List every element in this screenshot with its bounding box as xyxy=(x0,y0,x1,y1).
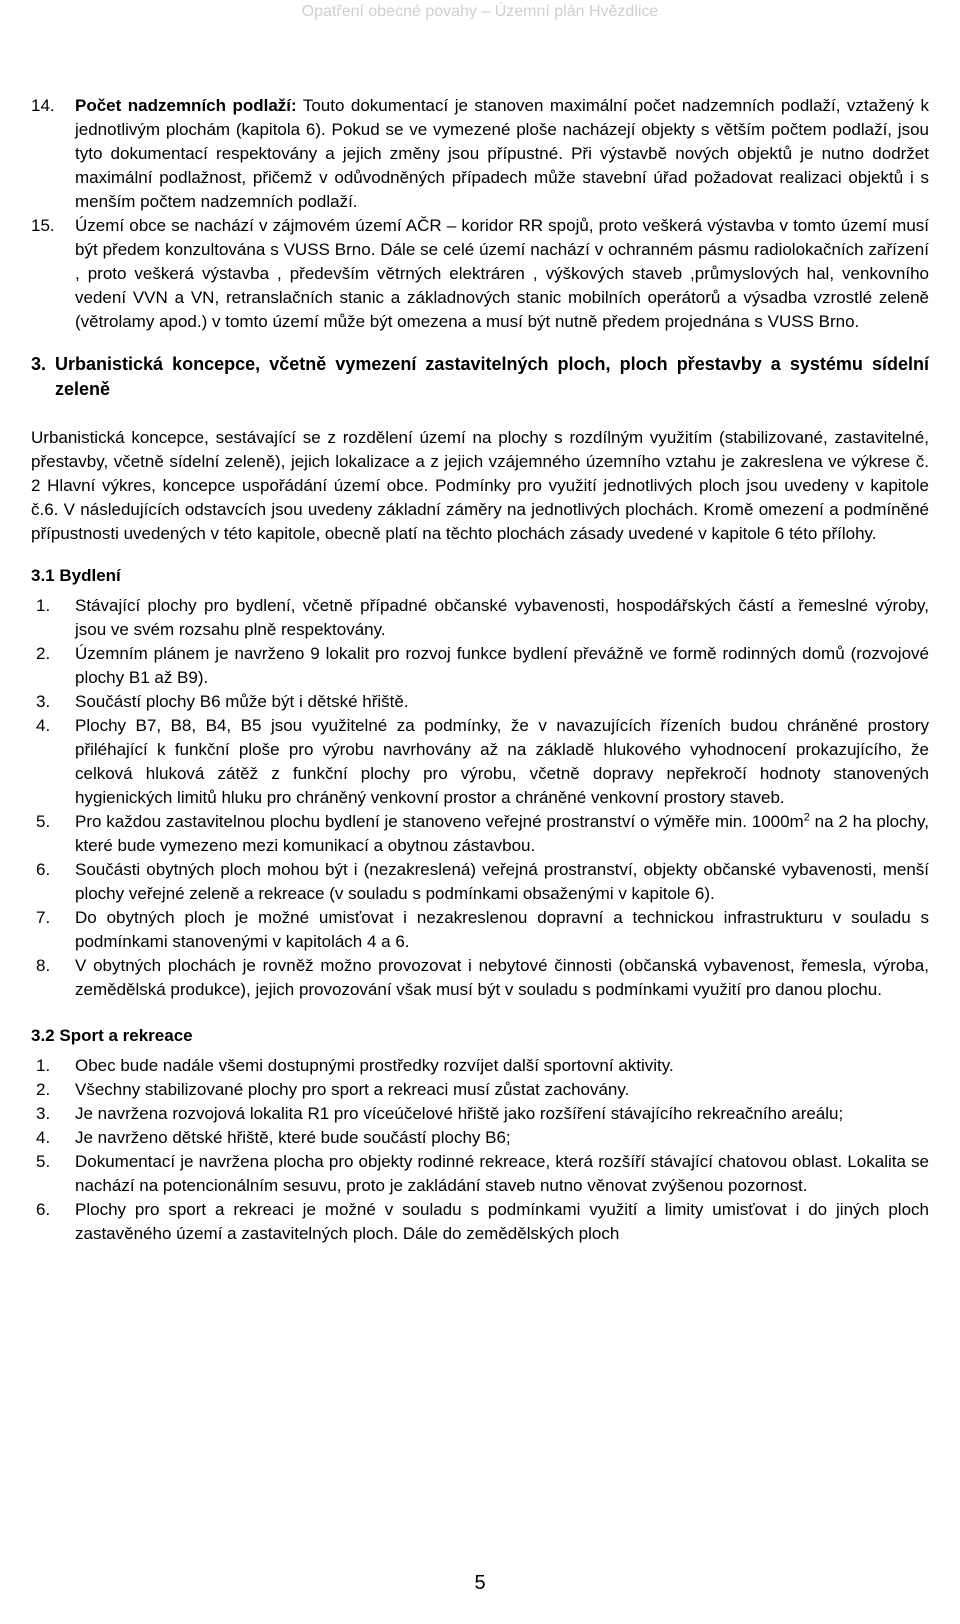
list-item xyxy=(31,642,929,690)
list-text: Součástí plochy B6 může být i dětské hřiště. xyxy=(75,692,409,711)
list-number: 3. xyxy=(36,692,51,711)
numbered-paragraph-14 xyxy=(31,94,929,214)
list-number: 8. xyxy=(36,956,51,975)
superscript: 2 xyxy=(803,811,810,824)
list-text: Plochy B7, B8, B4, B5 jsou využitelné za podmínky, že v navazujících řízeních budou chráněné prostory přiléhající k funkční ploše pro výrobu navrhovány až na základě hlukového vyhodnocení prokazujícího, že celková hluková zátěž z funkční plochy pro výrobu, včetně dopravy nepřekročí hodnoty stanovených hygienických limitů hluku pro chráněný venkovní prostor a chráněné venkovní prostory staveb. xyxy=(75,716,929,807)
list-number: 6. xyxy=(36,860,51,879)
list-item xyxy=(31,1054,929,1078)
list-text: Do obytných ploch je možné umisťovat i nezakreslenou dopravní a technickou infrastrukturu v souladu s podmínkami stanovenými v kapitolách 4 a 6. xyxy=(75,908,929,951)
section-intro-paragraph: Urbanistická koncepce, sestávající se z rozdělení území na plochy s rozdílným využitím (stabilizované, zastavitelné, přestavby, včetně sídelní zeleně), jejich lokalizace a z jejich vzájemného územního vztahu je zakreslena ve výkrese č. 2 Hlavní výkres, koncepce uspořádání území obce. Podmínky pro využití jednotlivých ploch jsou uvedeny v kapitole č.6. V následujících odstavcích jsou uvedeny základní záměry na jednotlivých plochách. Kromě omezení a podmíněné přípustnosti uvedených v této kapitole, obecně platí na těchto plochách zásady uvedené v kapitole 6 této přílohy. xyxy=(31,428,929,543)
list-item xyxy=(31,1198,929,1246)
list-text: V obytných plochách je rovněž možno provozovat i nebytové činnosti (občanská vybavenost, řemesla, výroba, zemědělská produkce), jejich provozování však musí být v souladu s podmínkami využití pro danou plochu. xyxy=(75,956,929,999)
sport-list xyxy=(31,1054,929,1246)
list-number: 2. xyxy=(36,1080,51,1099)
item-text: Touto dokumentací je stanoven maximální počet nadzemních podlaží, vztažený k jednotlivým plochám (kapitola 6). Pokud se ve vymezené ploše nacházejí objekty s větším počtem podlaží, jsou tyto dokumentací respektovány a jejich změny jsou přípustné. Při výstavbě nových objektů je nutno dodržet maximální podlažnost, přičemž v odůvodněných případech může stavební úřad požadovat realizaci objektů i s menším počtem nadzemních podlaží. xyxy=(75,96,929,211)
list-number: 4. xyxy=(36,1128,51,1147)
item-bold-lead: Počet nadzemních podlaží: xyxy=(75,96,297,115)
list-item xyxy=(31,810,929,858)
list-number: 5. xyxy=(36,812,51,831)
list-item xyxy=(31,858,929,906)
list-item xyxy=(31,1078,929,1102)
list-text: Plochy pro sport a rekreaci je možné v souladu s podmínkami využití a limity umisťovat i do jiných ploch zastavěného území a zastavitelných ploch. Dále do zemědělských ploch xyxy=(75,1200,929,1243)
list-item xyxy=(31,1102,929,1126)
list-item xyxy=(31,714,929,810)
list-number: 2. xyxy=(36,644,51,663)
list-text: Územním plánem je navrženo 9 lokalit pro rozvoj funkce bydlení převážně ve formě rodinných domů (rozvojové plochy B1 až B9). xyxy=(75,644,929,687)
list-number: 1. xyxy=(36,596,51,615)
list-number: 6. xyxy=(36,1200,51,1219)
section-heading xyxy=(31,352,929,402)
item-number: 15. xyxy=(31,216,55,235)
list-item xyxy=(31,594,929,642)
subsection-heading-bydleni: 3.1 Bydlení xyxy=(31,566,121,585)
list-text: Součásti obytných ploch mohou být i (nezakreslená) veřejná prostranství, objekty občanské vybavenosti, menší plochy veřejné zeleně a rekreace (v souladu s podmínkami obsaženými v kapitole 6). xyxy=(75,860,929,903)
document-body xyxy=(31,94,929,1246)
list-text: Všechny stabilizované plochy pro sport a rekreaci musí zůstat zachovány. xyxy=(75,1080,630,1099)
list-number: 3. xyxy=(36,1104,51,1123)
list-text-continued: na 2 ha plochy, které bude vymezeno mezi komunikací a obytnou zástavbou. xyxy=(75,812,929,855)
list-item xyxy=(31,690,929,714)
running-header: Opatření obecné povahy – Územní plán Hvězdlice xyxy=(301,3,659,20)
page-number: 5 xyxy=(474,1572,486,1594)
list-number: 4. xyxy=(36,716,51,735)
section-number: 3. xyxy=(31,354,47,374)
list-item xyxy=(31,906,929,954)
bydleni-list xyxy=(31,594,929,1002)
list-item xyxy=(31,1150,929,1198)
list-text: Obec bude nadále všemi dostupnými prostředky rozvíjet další sportovní aktivity. xyxy=(75,1056,674,1075)
list-text: Je navržena rozvojová lokalita R1 pro víceúčelové hřiště jako rozšíření stávajícího rekreačního areálu; xyxy=(75,1104,844,1123)
list-number: 1. xyxy=(36,1056,51,1075)
section-title: Urbanistická koncepce, včetně vymezení zastavitelných ploch, ploch přestavby a systému sídelní zeleně xyxy=(55,354,929,399)
item-number: 14. xyxy=(31,96,55,115)
list-item xyxy=(31,1126,929,1150)
list-text: Dokumentací je navržena plocha pro objekty rodinné rekreace, která rozšíří stávající chatovou oblast. Lokalita se nachází na potencionálním sesuvu, proto je zakládání staveb nutno věnovat zvýšenou pozornost. xyxy=(75,1152,929,1195)
list-text: Je navrženo dětské hřiště, které bude součástí plochy B6; xyxy=(75,1128,511,1147)
list-number: 7. xyxy=(36,908,51,927)
list-text: Stávající plochy pro bydlení, včetně případné občanské vybavenosti, hospodářských částí a řemeslné výroby, jsou ve svém rozsahu plně respektovány. xyxy=(75,596,929,639)
numbered-paragraph-15 xyxy=(31,214,929,334)
subsection-heading-sport: 3.2 Sport a rekreace xyxy=(31,1026,193,1045)
list-item xyxy=(31,954,929,1002)
list-text: Pro každou zastavitelnou plochu bydlení je stanoveno veřejné prostranství o výměře min. 1000m xyxy=(75,812,804,831)
list-number: 5. xyxy=(36,1152,51,1171)
item-text: Území obce se nachází v zájmovém území AČR – koridor RR spojů, proto veškerá výstavba v tomto území musí být předem konzultována s VUSS Brno. Dále se celé území nachází v ochranném pásmu radiolokačních zařízení , proto veškerá výstavba , především větrných elektráren , výškových staveb ,průmyslových hal, venkovního vedení VVN a VN, retranslačních stanic a základnových stanic mobilních operátorů a výsadba vzrostlé zeleně (větrolamy apod.) v tomto území může být omezena a musí být nutně předem projednána s VUSS Brno. xyxy=(75,216,929,331)
